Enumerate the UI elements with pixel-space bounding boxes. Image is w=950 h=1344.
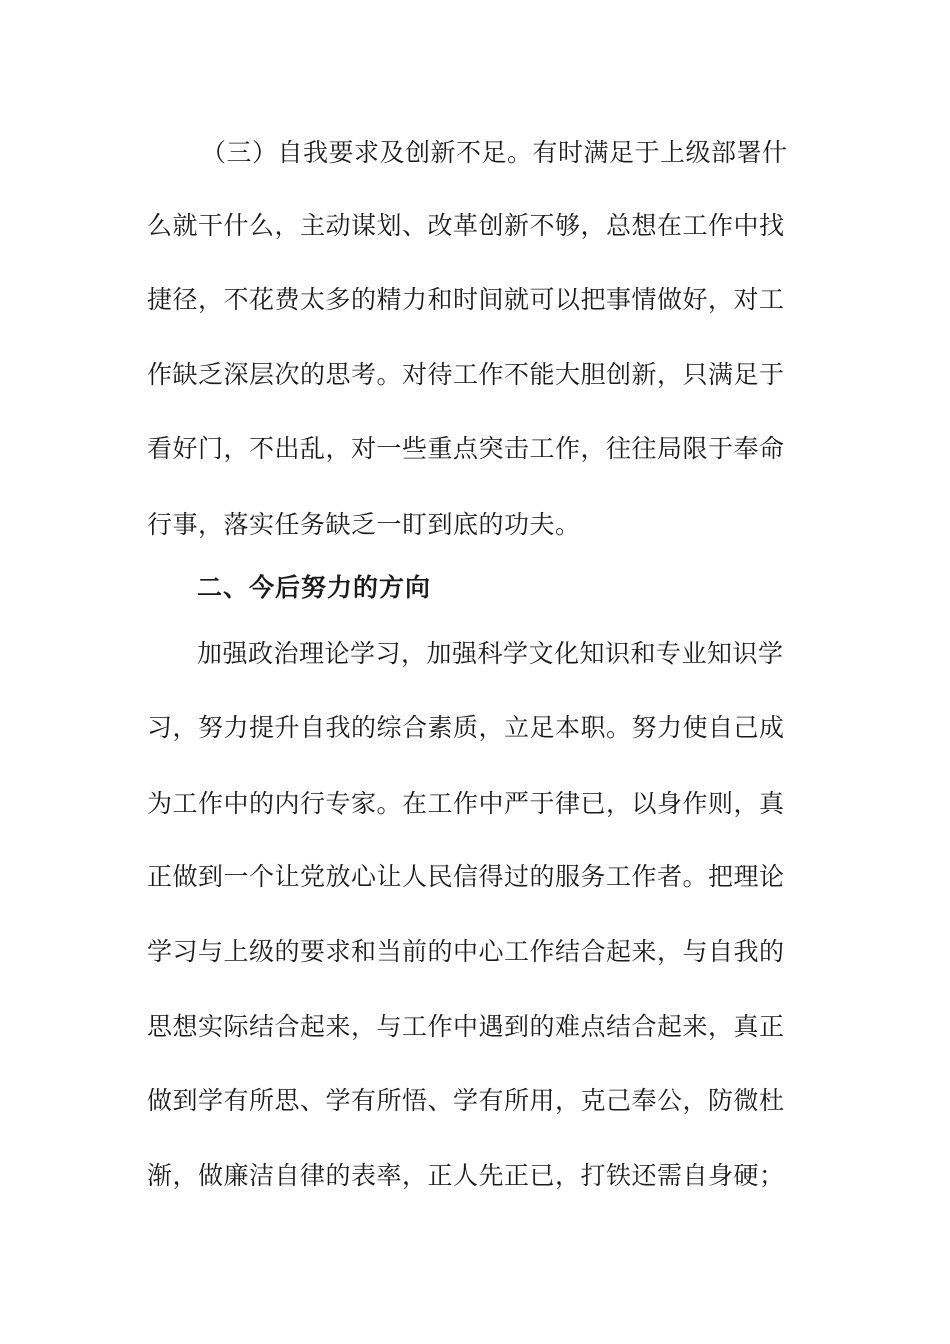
paragraph-line: 看好门，不出乱，对一些重点突击工作，往往局限于奉命 bbox=[147, 434, 785, 463]
paragraph-line: 习，努力提升自我的综合素质，立足本职。努力使自己成 bbox=[147, 713, 785, 742]
paragraph-line: 捷径，不花费太多的精力和时间就可以把事情做好，对工 bbox=[147, 285, 785, 314]
paragraph-line: 加强政治理论学习，加强科学文化知识和专业知识学 bbox=[197, 639, 784, 668]
paragraph-line: 么就干什么，主动谋划、改革创新不够，总想在工作中找 bbox=[147, 211, 785, 240]
paragraph-line: 作缺乏深层次的思考。对待工作不能大胆创新，只满足于 bbox=[147, 360, 785, 389]
paragraph-line: （三）自我要求及创新不足。有时满足于上级部署什 bbox=[201, 138, 788, 167]
paragraph-line: 学习与上级的要求和当前的中心工作结合起来，与自我的 bbox=[147, 937, 785, 966]
paragraph-line: 做到学有所思、学有所悟、学有所用，克己奉公，防微杜 bbox=[147, 1086, 785, 1115]
paragraph-line: 正做到一个让党放心让人民信得过的服务工作者。把理论 bbox=[147, 862, 785, 891]
paragraph-line: 为工作中的内行专家。在工作中严于律已，以身作则，真 bbox=[147, 789, 785, 818]
section-heading: 二、今后努力的方向 bbox=[197, 573, 432, 602]
paragraph-line: 思想实际结合起来，与工作中遇到的难点结合起来，真正 bbox=[147, 1012, 785, 1041]
paragraph-line: 渐，做廉洁自律的表率，正人先正已，打铁还需自身硬； bbox=[147, 1161, 785, 1190]
paragraph-line: 行事，落实任务缺乏一盯到底的功夫。 bbox=[147, 510, 581, 539]
